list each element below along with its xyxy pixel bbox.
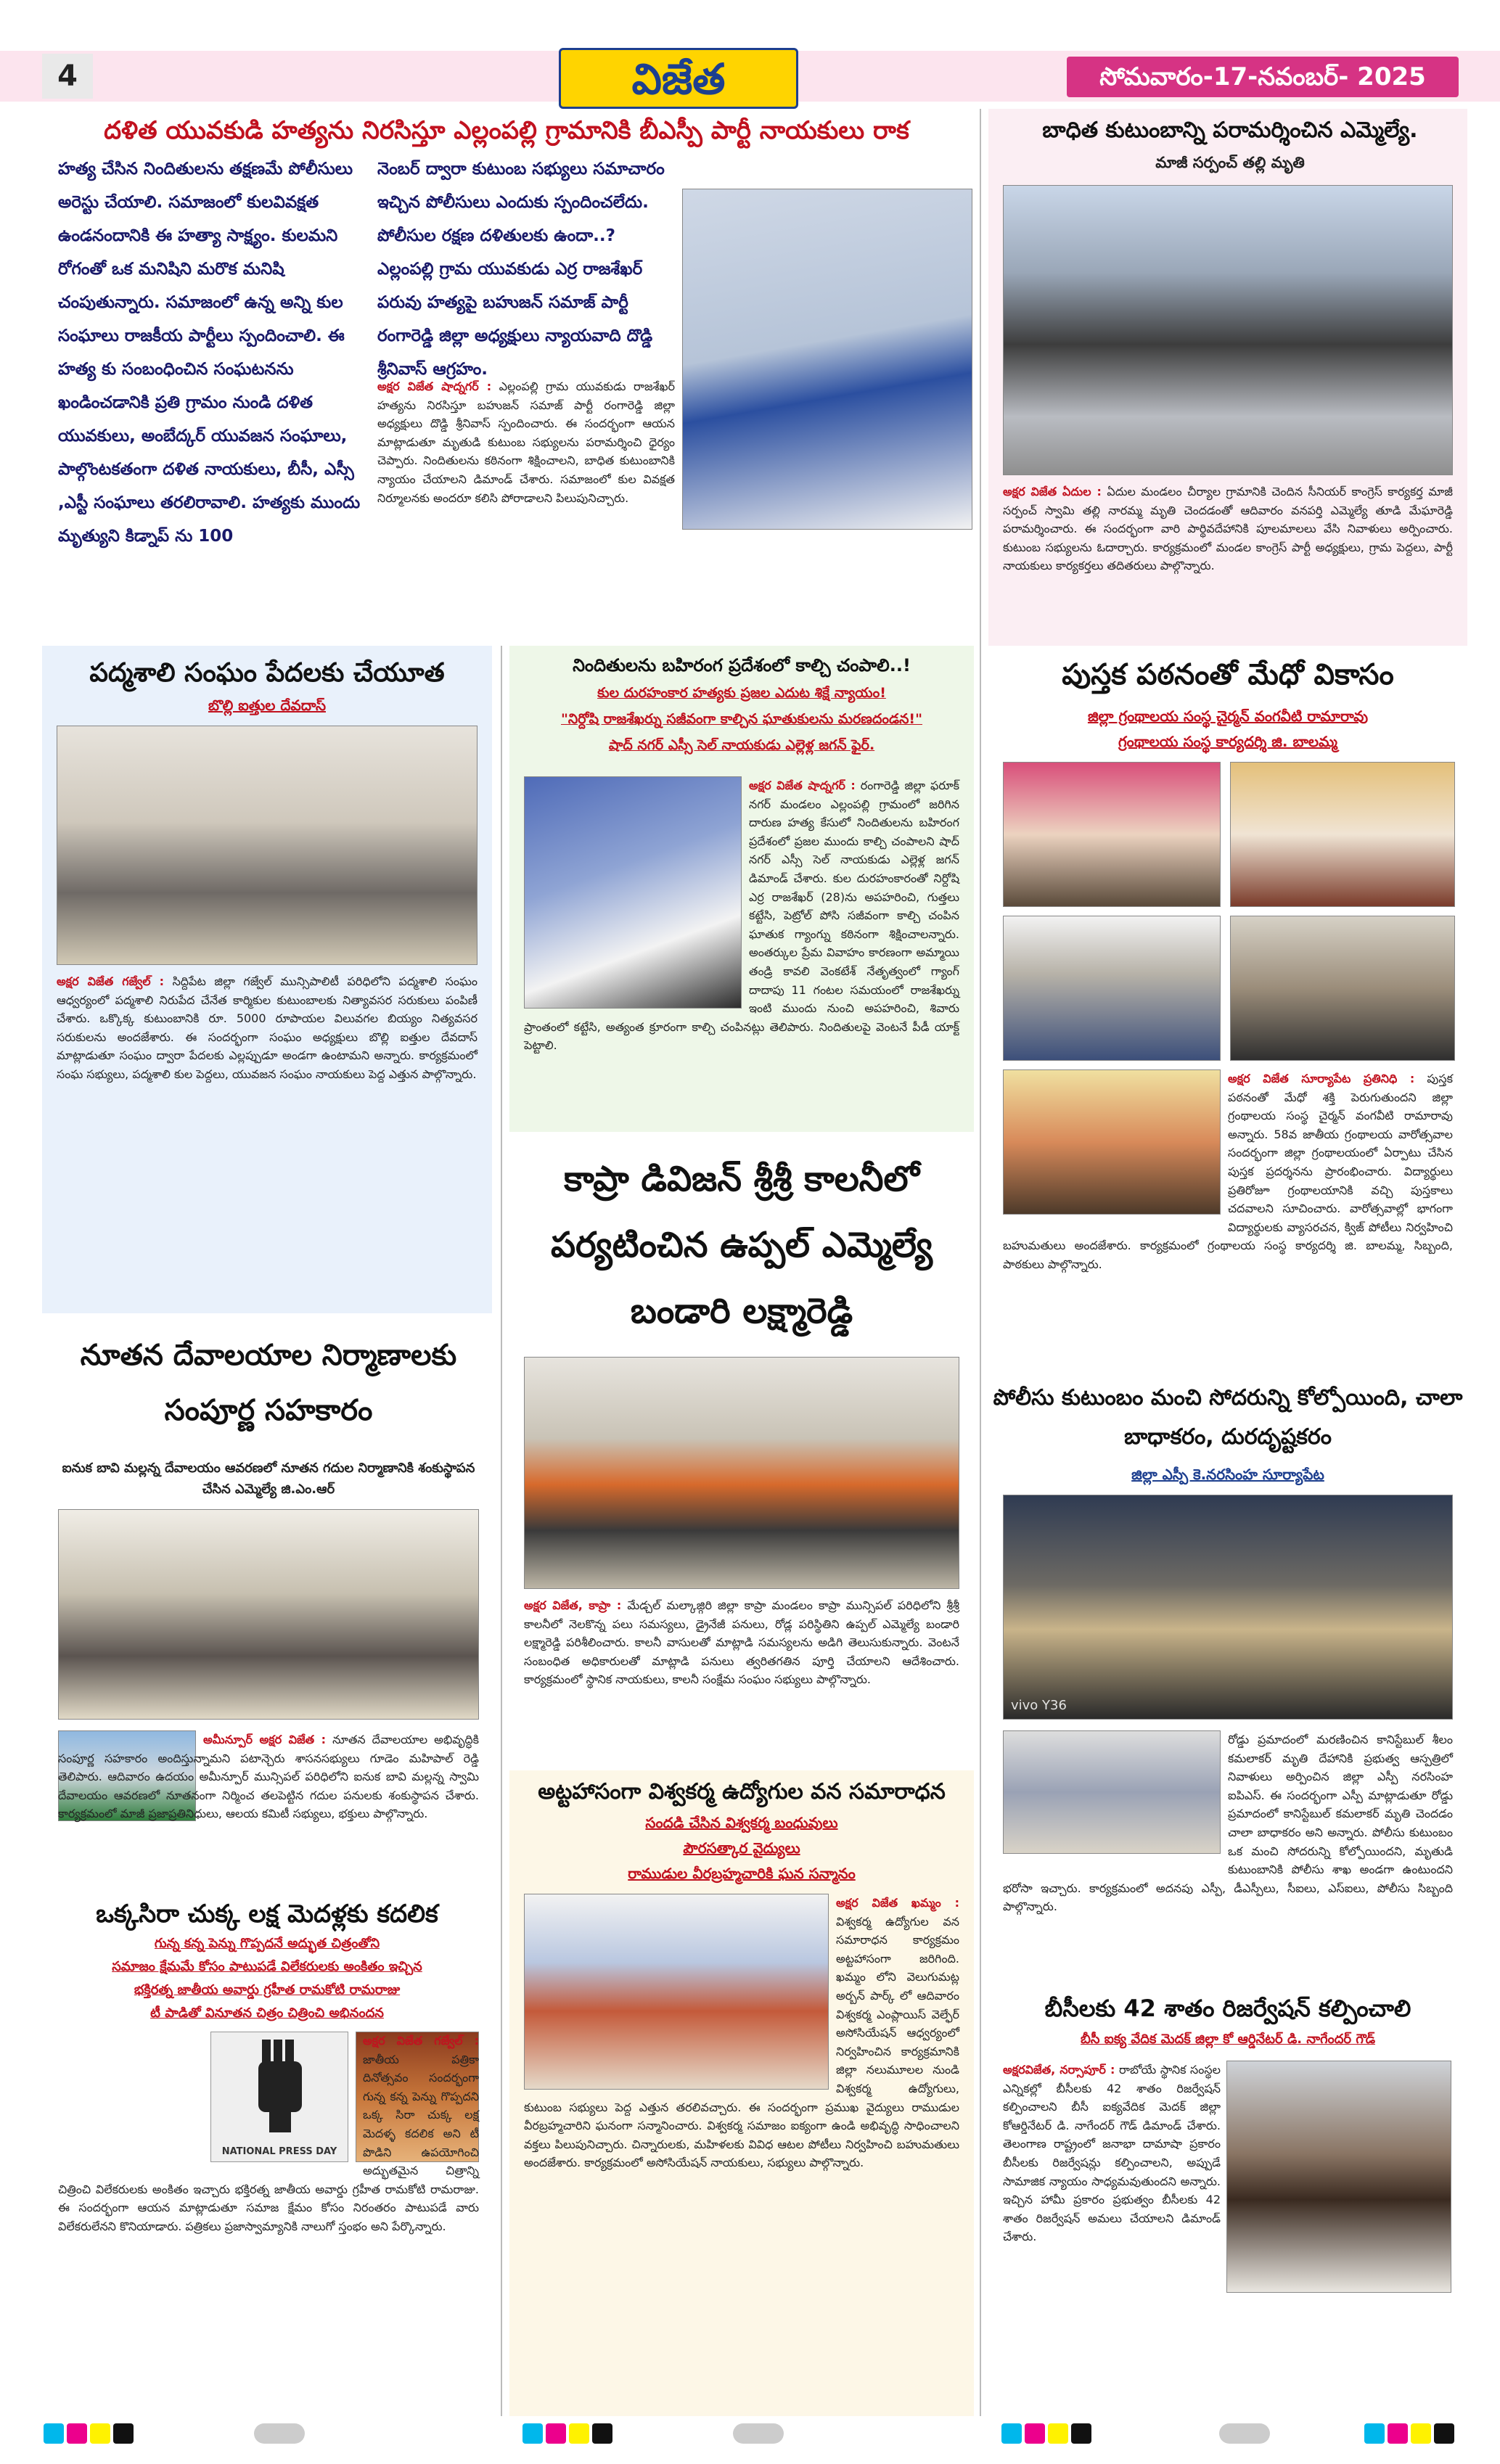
murder-body-text: రంగారెడ్డి జిల్లా ఫరూక్ నగర్ మండలం ఎల్లంపల్లి గ్రామంలో జరిగిన దారుణ హత్య కేసులో నిందితులను బహిరంగ ప్రదేశంలో ప్రజల ముందు కాల్చి చంపాలని షాద్ నగర్ ఎస్సీ సెల్ నాయకుడు ఎల్లెళ్ల జగన్ డిమాండ్ చేశారు. కుల దురహంకారంతో నిర్దోషి ఎర్ర రాజశేఖర్ (28)ను అపహరించి, గుత్తలు కట్టేసి, పెట్రోల్ పోసి సజీవంగా కాల్చి చంపిన ఘాతుక గ్యాంగ్ను కఠినంగా శిక్షించాలన్నారు. అంతర్కుల ప్రేమ వివాహం కారణంగా అమ్మాయి తండ్రి కావలి వెంకటేశ్ నేతృత్వంలో గ్యాంగ్ దాదాపు 11 గంటల సమయంలో రాజశేఖర్ను ఇంటి ముందు నుంచి అపహరించి, శివారు ప్రాంతంలో కట్టేసి, అత్యంత క్రూరంగా కాల్చి చంపినట్లు తెలిపారు. నిందితులపై వెంటనే పీడీ యాక్ట్ పెట్టాలి. <box>524 779 959 1053</box>
book-body <box>1003 1069 1453 1374</box>
column-rule <box>501 646 502 2416</box>
temple-subhead: ఐనుక బావి మల్లన్న దేవాలయం ఆవరణలో నూతన గదుల నిర్మాణానికి శంకుస్థాపన చేసిన ఎమ్మెల్యే జి.ఎం.ఆర్ <box>62 1461 475 1497</box>
lead-photo <box>682 189 972 530</box>
book-photo-4 <box>1230 916 1455 1061</box>
bc-body-text: రాబోయే స్థానిక సంస్థల ఎన్నికల్లో బీసీలకు 42 శాతం రిజర్వేషన్ కల్పించాలని బీసీ ఐక్యవేదిక మెదక్ జిల్లా కోఆర్డినేటర్ డి. నాగేందర్ గౌడ్ డిమాండ్ చేశారు. తెలంగాణ రాష్ట్రంలో జనాభా దామాషా ప్రకారం బీసీలకు రిజర్వేషన్లు కల్పించాలని, అప్పుడే సామాజిక న్యాయం సాధ్యమవుతుందని అన్నారు. ఇచ్చిన హామీ ప్రకారం ప్రభుత్వం బీసీలకు 42 శాతం రిజర్వేషన్ అమలు చేయాలని డిమాండ్ చేశారు. <box>1003 2063 1221 2244</box>
vishwakarma-dateline: అక్షర విజేత ఖమ్మం : <box>836 1896 959 1910</box>
temple-headline: నూతన దేవాలయాల నిర్మాణాలకు సంపూర్ణ సహకారం <box>80 1339 457 1427</box>
bc-body <box>1003 2061 1221 2409</box>
book-dateline: అక్షర విజేత సూర్యాపేట ప్రతినిధి : <box>1228 1072 1415 1085</box>
police-photo-1 <box>1003 1495 1453 1720</box>
police-float-spacer <box>1003 1730 1228 1861</box>
padmashali-photo <box>57 726 478 965</box>
medals-float-spacer <box>58 2032 363 2166</box>
registration-mark <box>522 2423 543 2444</box>
vishwakarma-subhead-2: పౌరసత్కార వైద్యులు <box>683 1839 800 1857</box>
police-image-caption: vivo Y36 <box>1011 1698 1067 1713</box>
padmashali-body <box>57 972 478 1306</box>
registration-mark <box>44 2423 64 2444</box>
book-photo-2 <box>1230 762 1455 907</box>
vishwakarma-subhead-3: రాముడుల వీరబ్రహ్మచారికి ఘన సన్మానం <box>628 1865 856 1882</box>
medals-body-text: జాతీయ పత్రికా దినోత్సవం సందర్భంగా గున్న కన్న పెన్ను గొప్పదని ఒక్క సిరా చుక్క లక్ష మెదళ్ళ కదలిక అని టీ పొడిని ఉపయోగించి అద్భుతమైన చిత్రాన్ని చిత్రించి విలేకరులకు అంకితం ఇచ్చారు భక్తిరత్న జాతీయ అవార్డు గ్రహీత రామకోటి రామరాజు. ఈ సందర్భంగా ఆయన మాట్లాడుతూ సమాజ క్షేమం కోసం నిరంతరం పాటుపడే వారు విలేకరులేనని కొనియాడారు. పత్రికలు ప్రజాస్వామ్యానికి నాలుగో స్తంభం అని పేర్కొన్నారు. <box>58 2052 479 2233</box>
date-banner: సోమవారం-17-నవంబర్- 2025 <box>1067 57 1459 97</box>
uppal-photo <box>524 1357 959 1589</box>
bc-subhead: బీసీ ఐక్య వేదిక మెదక్ జిల్లా కో ఆర్డినేటర్ డి. నాగేందర్ గౌడ్ <box>1080 2032 1376 2047</box>
temple-dateline: అమీన్పూర్ అక్షర విజేత : <box>203 1733 327 1746</box>
temple-body <box>58 1730 479 1890</box>
registration-mark <box>1364 2423 1385 2444</box>
mla-body <box>1003 482 1453 638</box>
uppal-dateline: అక్షర విజేత, కాప్రా : <box>524 1598 622 1612</box>
medals-body <box>58 2032 479 2409</box>
registration-mark <box>90 2423 110 2444</box>
registration-mark <box>1434 2423 1454 2444</box>
registration-mark <box>569 2423 589 2444</box>
murder-body <box>524 776 959 1125</box>
page-number: 4 <box>42 54 93 99</box>
medals-image-caption: NATIONAL PRESS DAY <box>221 2146 337 2157</box>
padmashali-dateline: అక్షర విజేత గజ్వేల్ : <box>57 974 164 988</box>
book-body-text: పుస్తక పఠనంతో మేధో శక్తి పెరుగుతుందని జిల్లా గ్రంథాలయ సంస్థ చైర్మన్ వంగవీటి రామారావు అన్నారు. 58వ జాతీయ గ్రంథాలయ వారోత్సవాల సందర్భంగా జిల్లా గ్రంథాలయంలో ఏర్పాటు చేసిన పుస్తక ప్రదర్శనను ప్రారంభించారు. విద్యార్థులు ప్రతిరోజూ గ్రంథాలయానికి వచ్చి పుస్తకాలు చదవాలని సూచించారు. వారోత్సవాల్లో భాగంగా విద్యార్థులకు వ్యాసరచన, క్విజ్ పోటీలు నిర్వహించి బహుమతులు అందజేశారు. కార్యక్రమంలో గ్రంథాలయ సంస్థ కార్యదర్శి జి. బాలమ్మ, సిబ్బంది, పాఠకులు పాల్గొన్నారు. <box>1003 1072 1453 1271</box>
registration-mark <box>1411 2423 1431 2444</box>
murder-headline-3: "నిర్దోషి రాజశేఖర్ను సజీవంగా కాల్చిన ఘాతుకులను మరణదండన!" <box>560 711 922 727</box>
medals-subhead-3: భక్తిరత్న జాతీయ అవార్డు గ్రహీత రామకోటి రామరాజు <box>134 1982 401 1997</box>
police-subhead: జిల్లా ఎస్పీ కె.నరసింహ సూర్యాపేట <box>1131 1466 1324 1483</box>
uppal-body <box>524 1596 959 1763</box>
registration-mark <box>1219 2423 1270 2444</box>
paper-logo <box>559 48 798 109</box>
police-headline: పోలీసు కుటుంబం మంచి సోదరున్ని కోల్పోయింది, చాలా బాధాకరం, దురదృష్టకరం <box>993 1385 1463 1450</box>
bc-photo <box>1226 2061 1451 2293</box>
book-float-spacer <box>1003 1069 1228 1222</box>
registration-mark <box>1025 2423 1045 2444</box>
murder-headline-2: కుల దురహంకార హత్యకు ప్రజల ఎదుట శిక్షే న్యాయం! <box>597 685 886 701</box>
mla-body-text: ఏదుల మండలం చీర్యాల గ్రామానికి చెందిన సీనియర్ కాంగ్రెస్ కార్యకర్త మాజీ సర్పంచ్ స్వామి తల్లి నారమ్మ మృతి చెందడంతో ఆదివారం వనపర్తి ఎమ్మెల్యే తూడి మేఘారెడ్డి పరామర్శించారు. ఈ సందర్భంగా వారి పార్థివదేహానికి పూలమాలలు వేసి నివాళులు అర్పించారు. కుటుంబ సభ్యులను ఓదార్చారు. కార్యక్రమంలో మండల కాంగ్రెస్ పార్టీ అధ్యక్షులు, గ్రామ పెద్దలు, పార్టీ నాయకులు కార్యకర్తలు తదితరులు పాల్గొన్నారు. <box>1003 485 1453 573</box>
vishwakarma-body <box>524 1894 959 2409</box>
lead-headline: దళిత యువకుడి హత్యను నిరసిస్తూ ఎల్లంపల్లి గ్రామానికి బీఎస్పీ పార్టీ నాయకులు రాక <box>104 116 909 145</box>
book-photo-1 <box>1003 762 1221 907</box>
column-rule <box>980 109 981 2416</box>
murder-float-spacer <box>524 776 749 1016</box>
mla-headline: బాధిత కుటుంబాన్ని పరామర్శించిన ఎమ్మెల్యే. <box>1042 118 1418 143</box>
registration-mark <box>254 2423 305 2444</box>
paper-name: విజేత <box>631 54 726 104</box>
registration-mark <box>1001 2423 1022 2444</box>
medals-subhead-2: సమాజం క్షేమమే కోసం పాటుపడే విలేకరులకు అంకితం ఇచ్చిన <box>112 1959 422 1974</box>
lead-quote-left: హత్య చేసిన నిందితులను తక్షణమే పోలీసులు అరెస్టు చేయాలి. సమాజంలో కులవివక్షత ఉండనందానికి ఈ హత్యా సాక్ష్యం. కులమని రోగంతో ఒక మనిషిని మరొక మనిషి చంపుతున్నారు. సమాజంలో ఉన్న అన్ని కుల సంఘాలు రాజకీయ పార్టీలు స్పందించాలి. ఈ హత్య కు సంబంధించిన సంఘటనను ఖండించడానికి ప్రతి గ్రామం నుండి దళిత యువకులు, అంబేద్కర్ యువజన సంఘాలు, పాల్గొంటకతంగా దళిత నాయకులు, బీసీ, ఎస్సీ ,ఎస్టీ సంఘాలు తరలిరావాలి. హత్యకు ముందు మృత్యుని కిడ్నాప్ ను 100 <box>58 160 361 546</box>
temple-body-text: నూతన దేవాలయాల అభివృద్ధికి సంపూర్ణ సహకారం అందిస్తున్నామని పటాన్చెరు శాసనసభ్యులు గూడెం మహిపాల్ రెడ్డి తెలిపారు. ఆదివారం ఉదయం అమీన్పూర్ మున్సిపల్ పరిధిలోని ఐనుక బావి మల్లన్న స్వామి దేవాలయం ఆవరణలో నూతనంగా నిర్మించ తలపెట్టిన గదుల పనులకు శంకుస్థాపన చేశారు. కార్యక్రమంలో మాజీ ప్రజాప్రతినిధులు, ఆలయ కమిటీ సభ్యులు, భక్తులు పాల్గొన్నారు. <box>58 1733 480 1821</box>
vishwakarma-headline: అట్టహాసంగా విశ్వకర్మ ఉద్యోగుల వన సమారాధన <box>538 1779 946 1804</box>
lead-quote-right: నెంబర్ ద్వారా కుటుంబ సభ్యులు సమాచారం ఇచ్చిన పోలీసులు ఎందుకు స్పందించలేదు. పోలీసుల రక్షణ దళితులకు ఉందా..? ఎల్లంపల్లి గ్రామ యువకుడు ఎర్ర రాజశేఖర్ పరువు హత్యపై బహుజన్ సమాజ్ పార్టీ రంగారెడ్డి జిల్లా అధ్యక్షులు న్యాయవాది దొడ్డి శ్రీనివాస్ ఆగ్రహం. <box>377 160 665 379</box>
medals-subhead-4: టీ పాడితో వినూతన చిత్రం చిత్రించి అభినందన <box>150 2005 384 2021</box>
padmashali-subhead: బొల్లి ఐత్తుల దేవదాస్ <box>208 697 326 714</box>
lead-body <box>377 377 675 638</box>
police-body-text: రోడ్డు ప్రమాదంలో మరణించిన కానిస్టేబుల్ శీలం కమలాకర్ మృతి దేహానికి ప్రభుత్వ ఆస్పత్రిలో నివాళులు అర్పించిన జిల్లా ఎస్పీ నరసింహ ఐపిఎస్. ఈ సందర్భంగా ఎస్పీ మాట్లాడుతూ రోడ్డు ప్రమాదంలో కానిస్టేబుల్ కమలాకర్ మృతి చెందడం చాలా బాధాకరం అని అన్నారు. పోలీసు కుటుంబం ఒక మంచి సోదరున్ని కోల్పోయిందని, మృతుడి కుటుంబానికి పోలీసు శాఖ అండగా ఉంటుందని భరోసా ఇచ్చారు. కార్యక్రమంలో అదనపు ఎస్పీ, డీఎస్పీలు, సీఐలు, ఎస్ఐలు, పోలీసు సిబ్బంది పాల్గొన్నారు. <box>1003 1733 1453 1914</box>
bc-dateline: అక్షరవిజేత, నర్సాపూర్ : <box>1003 2063 1115 2077</box>
vishwakarma-float-spacer <box>524 1894 836 2097</box>
registration-mark <box>67 2423 87 2444</box>
vishwakarma-subhead-1: సందడి చేసిన విశ్వకర్మ బంధువులు <box>645 1814 838 1831</box>
book-subhead-1: జిల్లా గ్రంథాలయ సంస్థ చైర్మన్ వంగవీటి రామారావు <box>1087 707 1369 725</box>
vishwakarma-body-text: విశ్వకర్మ ఉద్యోగుల వన సమారాధన కార్యక్రమం అట్టహాసంగా జరిగింది. ఖమ్మం లోని వెలుగుమట్ల అర్బన్ పార్క్ లో ఆదివారం విశ్వకర్మ ఎంప్లాయిస్ వెల్ఫేర్ అసోసియేషన్ ఆధ్వర్యంలో నిర్వహించిన కార్యక్రమానికి జిల్లా నలుమూలల నుండి విశ్వకర్మ ఉద్యోగులు, కుటుంబ సభ్యులు పెద్ద ఎత్తున తరలివచ్చారు. ఈ సందర్భంగా ప్రముఖ వైద్యులు రాముడుల వీరబ్రహ్మచారిని ఘనంగా సన్మానించారు. విశ్వకర్మ సమాజం ఐక్యంగా ఉండి అభివృద్ధి సాధించాలని వక్తలు పిలుపునిచ్చారు. చిన్నారులకు, మహిళలకు వివిధ ఆటల పోటీలు నిర్వహించి బహుమతులు అందజేశారు. కార్యక్రమంలో అసోసియేషన్ నాయకులు, సభ్యులు పాల్గొన్నారు. <box>524 1914 959 2170</box>
murder-headline-1: నిందితులను బహిరంగ ప్రదేశంలో కాల్చి చంపాలి..! <box>573 655 911 675</box>
registration-mark <box>1071 2423 1091 2444</box>
police-body <box>1003 1730 1453 1977</box>
book-subhead-2: గ్రంథాలయ సంస్థ కార్యదర్శి జి. బాలమ్మ <box>1118 733 1337 750</box>
bc-headline: బీసీలకు 42 శాతం రిజర్వేషన్ కల్పించాలి <box>1044 1995 1411 2022</box>
padmashali-body-text: సిద్దిపేట జిల్లా గజ్వేల్ మున్సిపాలిటీ పరిధిలోని పద్మశాలి సంఘం ఆధ్వర్యంలో పద్మశాలి నిరుపేద చేనేత కార్మికుల కుటుంబాలకు నిత్యావసర సరుకులు పంపిణీ చేశారు. ఒక్కొక్క కుటుంబానికి రూ. 5000 రూపాయల విలువగల బియ్యం నిత్యవసర సరుకులను అందజేశారు. ఈ సందర్భంగా సంఘం అధ్యక్షులు బొల్లి ఐత్తుల దేవదాస్ మాట్లాడుతూ సంఘం ద్వారా పేదలకు ఎల్లప్పుడూ అండగా ఉంటామని అన్నారు. కార్యక్రమంలో సంఘ సభ్యులు, పద్మశాలి కుల పెద్దలు, యువజన సంఘం నాయకులు పెద్ద ఎత్తున పాల్గొన్నారు. <box>57 974 478 1081</box>
registration-mark <box>1388 2423 1408 2444</box>
temple-photo <box>58 1509 479 1720</box>
medals-subhead-1: గున్న కన్న పెన్ను గొప్పదనే అద్భుత చిత్రంతోని <box>154 1936 380 1951</box>
registration-mark <box>546 2423 566 2444</box>
book-photo-3 <box>1003 916 1221 1061</box>
lead-dateline: అక్షర విజేత షాద్నగర్ : <box>377 379 492 393</box>
mla-dateline: అక్షర విజేత ఏదుల : <box>1003 485 1102 498</box>
padmashali-headline: పద్మశాలి సంఘం పేదలకు చేయూత <box>89 658 445 688</box>
mla-photo <box>1003 185 1453 475</box>
registration-mark <box>592 2423 612 2444</box>
uppal-headline: కాప్రా డివిజన్ శ్రీశ్రీ కాలనీలో పర్యటించిన ఉప్పల్ ఎమ్మెల్యే బండారి లక్ష్మారెడ్డి <box>551 1159 933 1332</box>
murder-headline-4: షాద్ నగర్ ఎస్సీ సెల్ నాయకుడు ఎల్లెళ్ల జగన్ ఫైర్. <box>608 737 875 753</box>
mla-subhead: మాజీ సర్పంచ్ తల్లి మృతి <box>1155 154 1305 171</box>
registration-mark <box>1048 2423 1068 2444</box>
uppal-body-text: మేడ్చల్ మల్కాజ్గిరి జిల్లా కాప్రా మండలం కాప్రా మున్సిపల్ పరిధిలోని శ్రీశ్రీ కాలనీలో నెలకొన్న పలు సమస్యలు, డ్రైనేజీ పనులు, రోడ్ల పరిస్థితిని ఉప్పల్ ఎమ్మెల్యే బండారి లక్ష్మారెడ్డి పరిశీలించారు. కాలనీ వాసులతో మాట్లాడి సమస్యలను అడిగి తెలుసుకున్నారు. వెంటనే సంబంధిత అధికారులతో మాట్లాడి పనులు త్వరితగతిన పూర్తి చేయాలని ఆదేశించారు. కార్యక్రమంలో స్థానిక నాయకులు, కాలనీ సంక్షేమ సంఘం సభ్యులు పాల్గొన్నారు. <box>524 1598 959 1687</box>
lead-body-text: ఎల్లంపల్లి గ్రామ యువకుడు రాజశేఖర్ హత్యను నిరసిస్తూ బహుజన్ సమాజ్ పార్టీ రంగారెడ్డి జిల్లా అధ్యక్షులు దొడ్డి శ్రీనివాస్ స్పందించారు. ఈ సందర్భంగా ఆయన మాట్లాడుతూ మృతుడి కుటుంబ సభ్యులను పరామర్శించి ధైర్యం చెప్పారు. నిందితులను కఠినంగా శిక్షించాలని, బాధిత కుటుంబానికి న్యాయం చేయాలని డిమాండ్ చేశారు. సమాజంలో కుల వివక్షత నిర్మూలనకు అందరూ కలిసి పోరాడాలని పిలుపునిచ్చారు. <box>377 379 676 505</box>
murder-dateline: అక్షర విజేత షాద్నగర్ : <box>749 779 856 792</box>
registration-mark <box>733 2423 784 2444</box>
book-headline: పుస్తక పఠనంతో మేధో వికాసం <box>1062 658 1394 691</box>
registration-mark <box>113 2423 134 2444</box>
medals-headline: ఒక్కసిరా చుక్క లక్ష మెదళ్లకు కదలిక <box>96 1900 438 1929</box>
medals-dateline: అక్షర విజేత గజ్వేల్ : <box>363 2034 479 2048</box>
